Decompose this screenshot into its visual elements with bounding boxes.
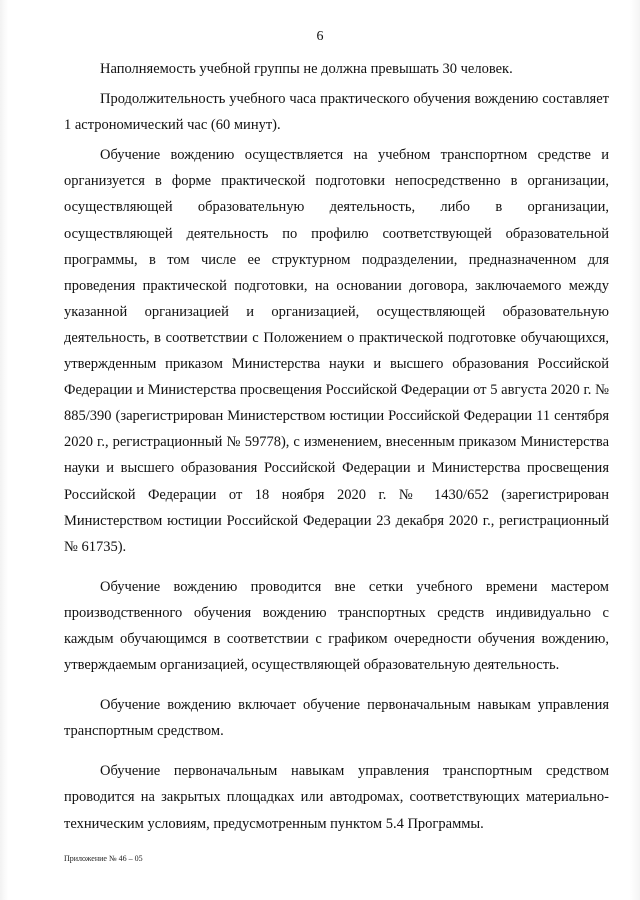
page-number: 6 xyxy=(316,29,324,44)
document-body xyxy=(64,56,609,837)
paragraph-group-size: Наполняемость учебной группы не должна превышать 30 человек. xyxy=(100,61,513,77)
footer-note: Приложение № 46 – 05 xyxy=(64,854,143,863)
paragraph-closed-areas: Обучение первоначальным навыкам управления транспортным средством проводится на закрытых площадках или автодромах, соответствующих материально-техническим условиям, предусмотренным пунктом 5.4 Программы. xyxy=(64,763,609,832)
paragraph-training-schedule: Обучение вождению проводится вне сетки учебного времени мастером производственного обучения вождению транспортных средств индивидуально с каждым обучающимся в соответствии с графиком очередности обучения вождению, утверждаемым организацией, осуществляющей образовательную деятельность. xyxy=(64,578,609,674)
paragraph-practical-training: Обучение вождению осуществляется на учебном транспортном средстве и организуется в форме практической подготовки непосредственно в организации, осуществляющей образовательную деятельность, либо в организации, осуществляющей деятельность по профилю соответствующей образовательной программы, в том числе ее структурном подразделении, предназначенном для проведения практической подготовки, на основании договора, заключаемого между указанной организацией и организацией, осуществляющей образовательную деятельность, в соответствии с Положением о практической подготовке обучающихся, утвержденным приказом Министерства науки и высшего образования Российской Федерации и Министерства просвещения Российской Федерации от 5 августа 2020 г. № 885/390 (зарегистрирован Министерством юстиции Российской Федерации 11 сентября 2020 г., регистрационный № 59778), с изменением, внесенным приказом Министерства науки и высшего образования Российской Федерации и Министерства просвещения Российской Федерации от 18 ноября 2020 г. № 1430/652 (зарегистрирован Министерством юстиции Российской Федерации 23 декабря 2020 г., регистрационный № 61735). xyxy=(64,147,609,555)
paragraph-initial-skills: Обучение вождению включает обучение первоначальным навыкам управления транспортным средством. xyxy=(64,697,609,740)
paragraph-lesson-duration: Продолжительность учебного часа практического обучения вождению составляет 1 астрономический час (60 минут). xyxy=(64,91,609,134)
